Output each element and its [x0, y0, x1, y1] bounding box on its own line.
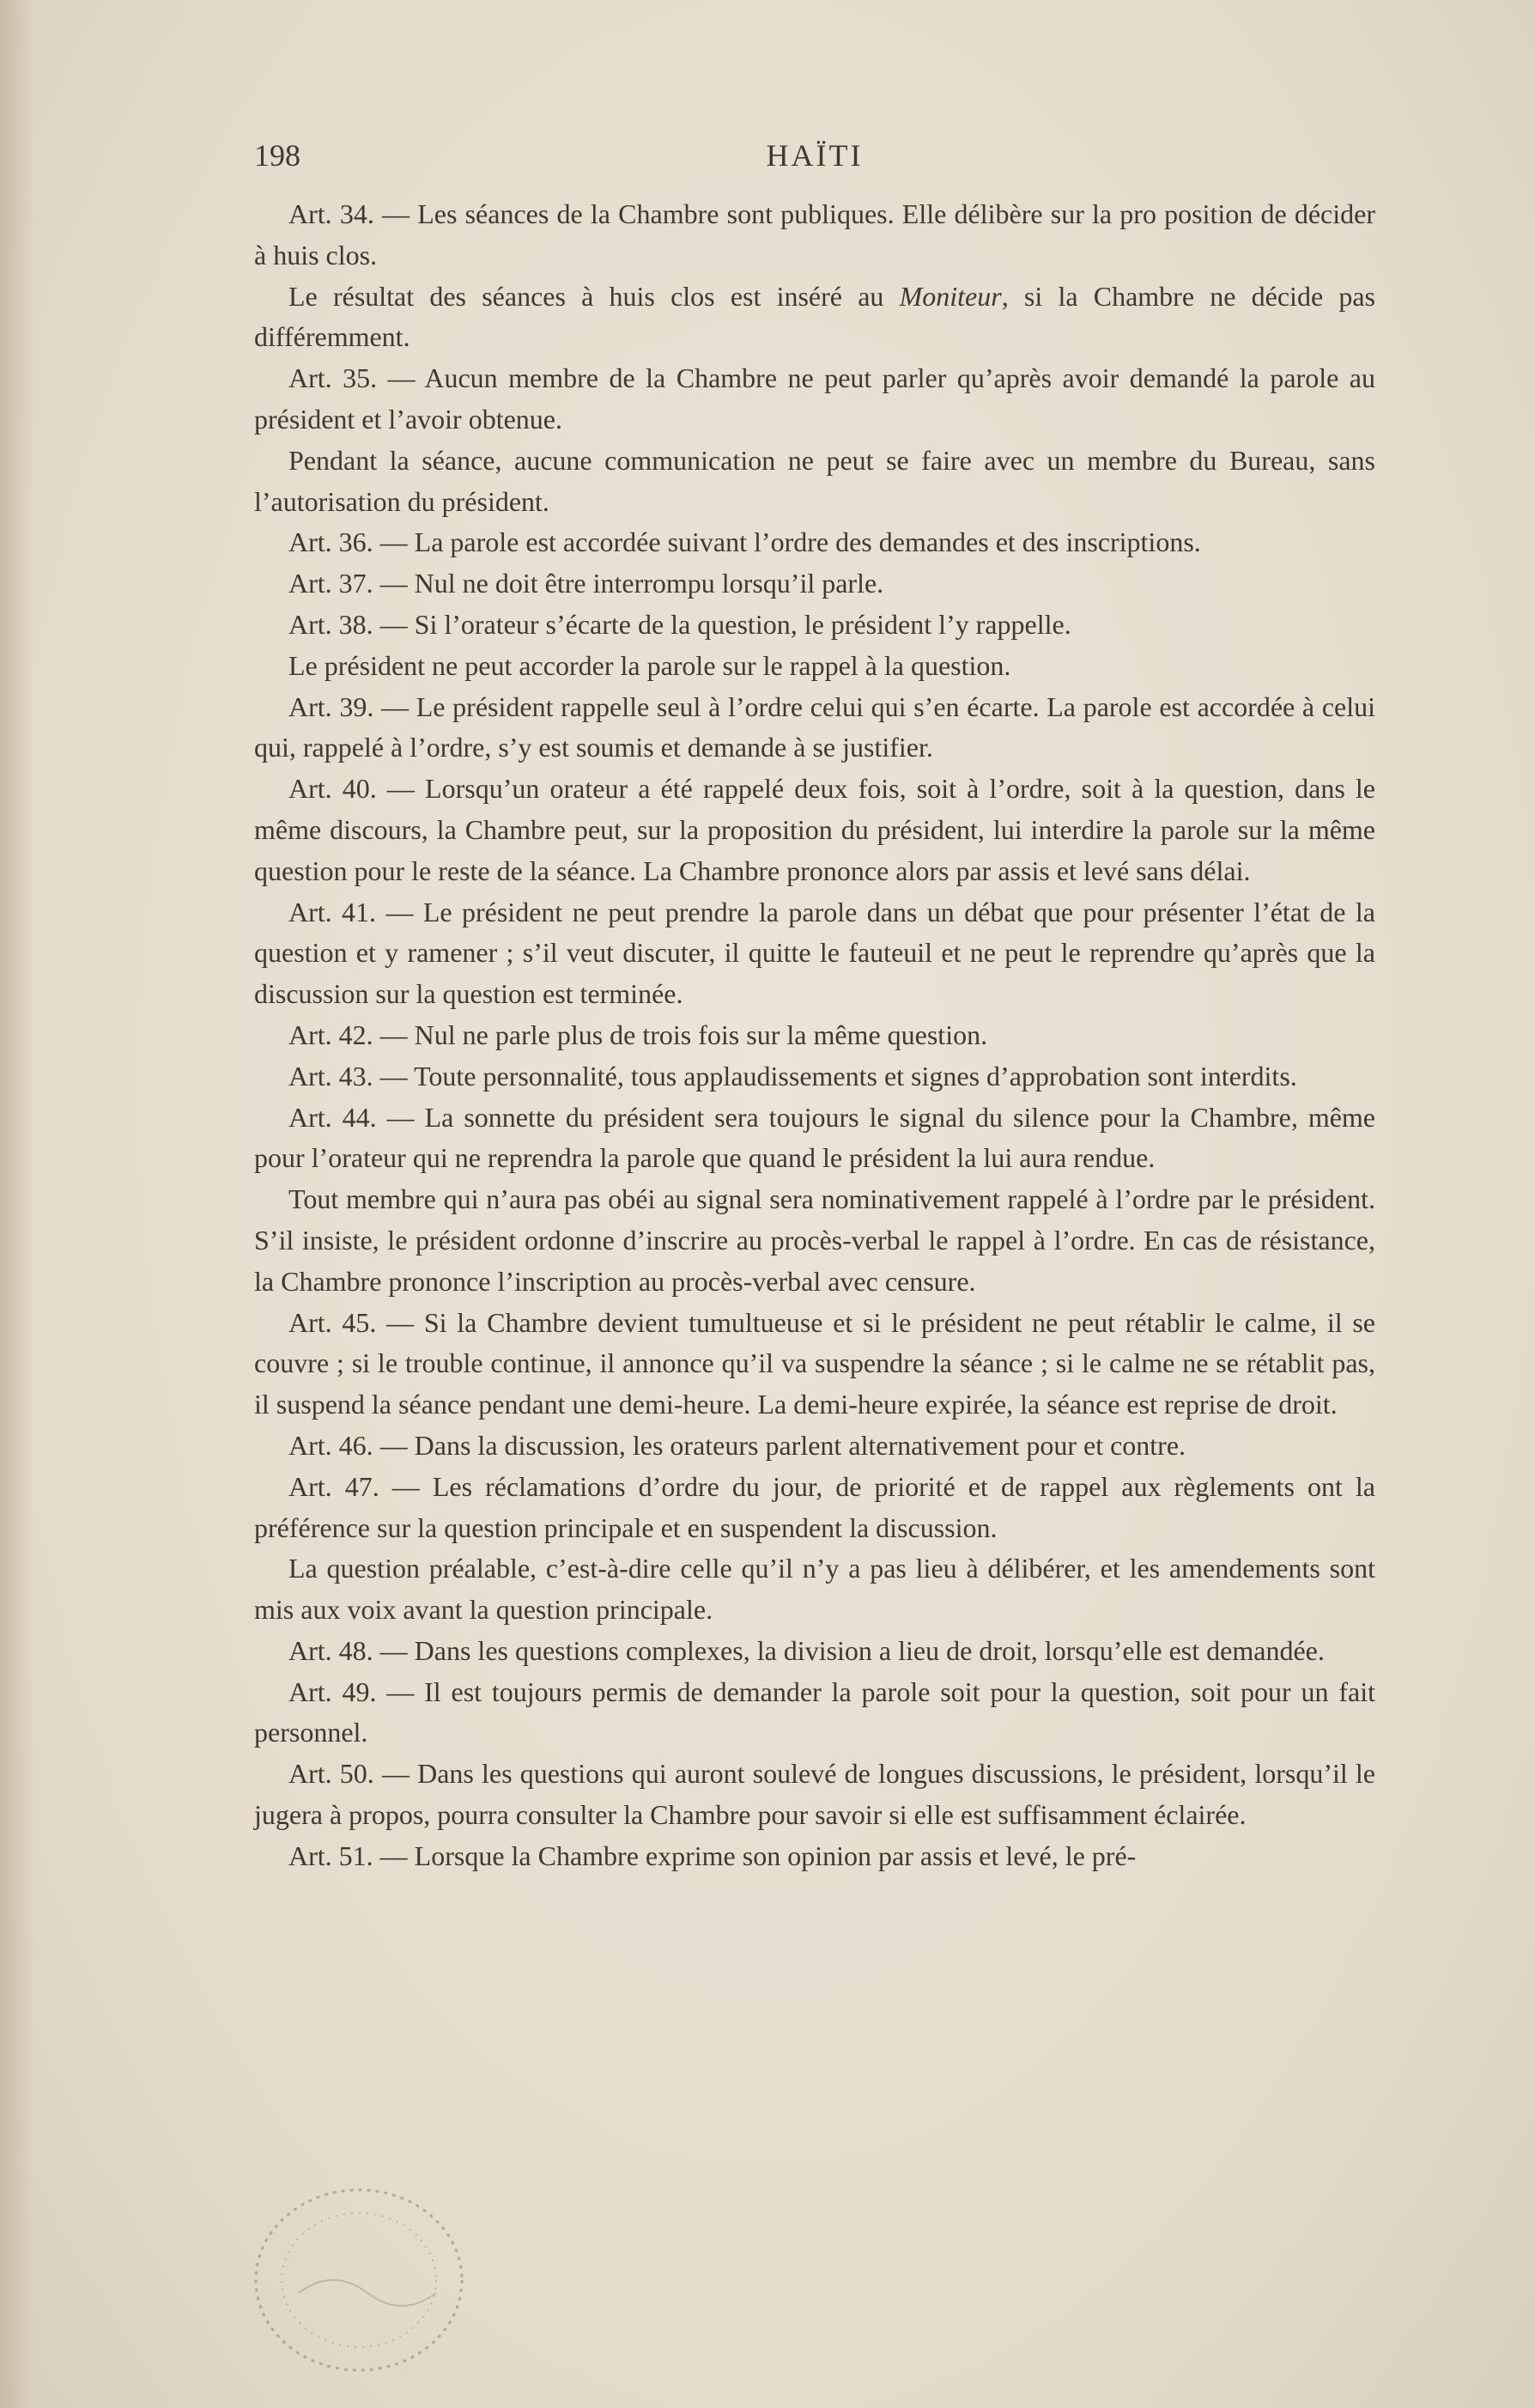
- paragraph-art-51: Art. 51. — Lorsque la Chambre exprime son opinion par assis et levé, le pré-: [288, 1839, 1137, 1871]
- moniteur-title: Moniteur: [899, 280, 1002, 312]
- paragraph-art-44: Art. 44. — La sonnette du président sera toujours le signal du silence pour la Chambre, même pour l’orateur qui ne reprendra la parole que quand le président la lui aura rendue.: [254, 1101, 1375, 1174]
- paragraph-question-prealable: La question préalable, c’est-à-dire celle qu’il n’y a pas lieu à délibérer, et les amendements sont mis aux voix avant la question principale.: [254, 1553, 1375, 1626]
- paragraph-moniteur: [254, 277, 1375, 359]
- paragraph-art-49: Art. 49. — Il est toujours permis de demander la parole soit pour la question, soit pour un fait personnel.: [254, 1675, 1375, 1748]
- paragraph-art-41: Art. 41. — Le président ne peut prendre la parole dans un débat que pour présenter l’état de la question et y ramener ; s’il veut discuter, il quitte le fauteuil et ne peut le reprendre qu’après que la discussion sur la question est terminée.: [254, 896, 1375, 1010]
- paragraph-art-37: Art. 37. — Nul ne doit être interrompu lorsqu’il parle.: [288, 568, 884, 599]
- paragraph-moniteur-after: , si la Chambre ne décide pas différemment.: [254, 280, 1375, 353]
- paragraph-art-48: Art. 48. — Dans les questions complexes, la division a lieu de droit, lorsqu’elle est demandée.: [288, 1634, 1325, 1666]
- paragraph-rappel-question: Le président ne peut accorder la parole sur le rappel à la question.: [288, 649, 1011, 681]
- paragraph-art-38: Art. 38. — Si l’orateur s’écarte de la question, le président l’y rappelle.: [288, 608, 1071, 640]
- running-head: HAÏTI: [766, 138, 864, 173]
- paragraph-censure: Tout membre qui n’aura pas obéi au signal sera nominativement rappelé à l’ordre par le président. S’il insiste, le président ordonne d’inscrire au procès-verbal le rappel à l’ordre. En cas de résistance, la Chambre prononce l’inscription au procès-verbal avec censure.: [254, 1183, 1375, 1297]
- paragraph-art-45: Art. 45. — Si la Chambre devient tumultueuse et si le président ne peut rétablir le calme, il se couvre ; si le trouble continue, il annonce qu’il va suspendre la séance ; si le calme ne se rétablit pas, il suspend la séance pendant une demi-heure. La demi-heure expirée, la séance est reprise de droit.: [254, 1306, 1375, 1420]
- stamp-ring: [256, 2190, 462, 2370]
- stamp-flourish: [299, 2280, 436, 2306]
- paragraph-art-40: Art. 40. — Lorsqu’un orateur a été rappelé deux fois, soit à l’ordre, soit à la question, dans le même discours, la Chambre peut, sur la proposition du président, lui interdire la parole sur la même question pour le reste de la séance. La Chambre prononce alors par assis et levé sans délai.: [254, 773, 1375, 886]
- paragraph-art-43: Art. 43. — Toute personnalité, tous applaudissements et signes d’approbation sont interdits.: [288, 1060, 1297, 1092]
- paragraph-moniteur-before: Le résultat des séances à huis clos est inséré au: [288, 280, 900, 312]
- body-text: [254, 194, 1375, 1877]
- page-number: 198: [254, 138, 300, 173]
- paragraph-art-39: Art. 39. — Le président rappelle seul à l’ordre celui qui s’en écarte. La parole est accordée à celui qui, rappelé à l’ordre, s’y est soumis et demande à se justifier.: [254, 690, 1375, 763]
- paragraph-art-36: Art. 36. — La parole est accordée suivant l’ordre des demandes et des inscriptions.: [288, 526, 1201, 558]
- library-stamp: [247, 2173, 505, 2387]
- paragraph-art-50: Art. 50. — Dans les questions qui auront soulevé de longues discussions, le président, lorsqu’il le jugera à propos, pourra consulter la Chambre pour savoir si elle est suffisamment éclairée.: [254, 1758, 1375, 1831]
- paragraph-art-47: Art. 47. — Les réclamations d’ordre du jour, de priorité et de rappel aux règlements ont la préférence sur la question principale et en suspendent la discussion.: [254, 1470, 1375, 1543]
- paragraph-art-46: Art. 46. — Dans la discussion, les orateurs parlent alternativement pour et contre.: [288, 1429, 1186, 1461]
- paragraph-art-34: Art. 34. — Les séances de la Chambre sont publiques. Elle délibère sur la pro position de décider à huis clos.: [254, 198, 1375, 271]
- paragraph-communication: Pendant la séance, aucune communication ne peut se faire avec un membre du Bureau, sans l’autorisation du président.: [254, 444, 1375, 517]
- page-header: [254, 137, 1375, 180]
- stamp-inner-ring: [282, 2213, 436, 2347]
- paragraph-art-35: Art. 35. — Aucun membre de la Chambre ne peut parler qu’après avoir demandé la parole au président et l’avoir obtenue.: [254, 362, 1375, 435]
- paragraph-art-42: Art. 42. — Nul ne parle plus de trois fois sur la même question.: [288, 1019, 988, 1050]
- page-edge-shadow: [0, 0, 34, 2408]
